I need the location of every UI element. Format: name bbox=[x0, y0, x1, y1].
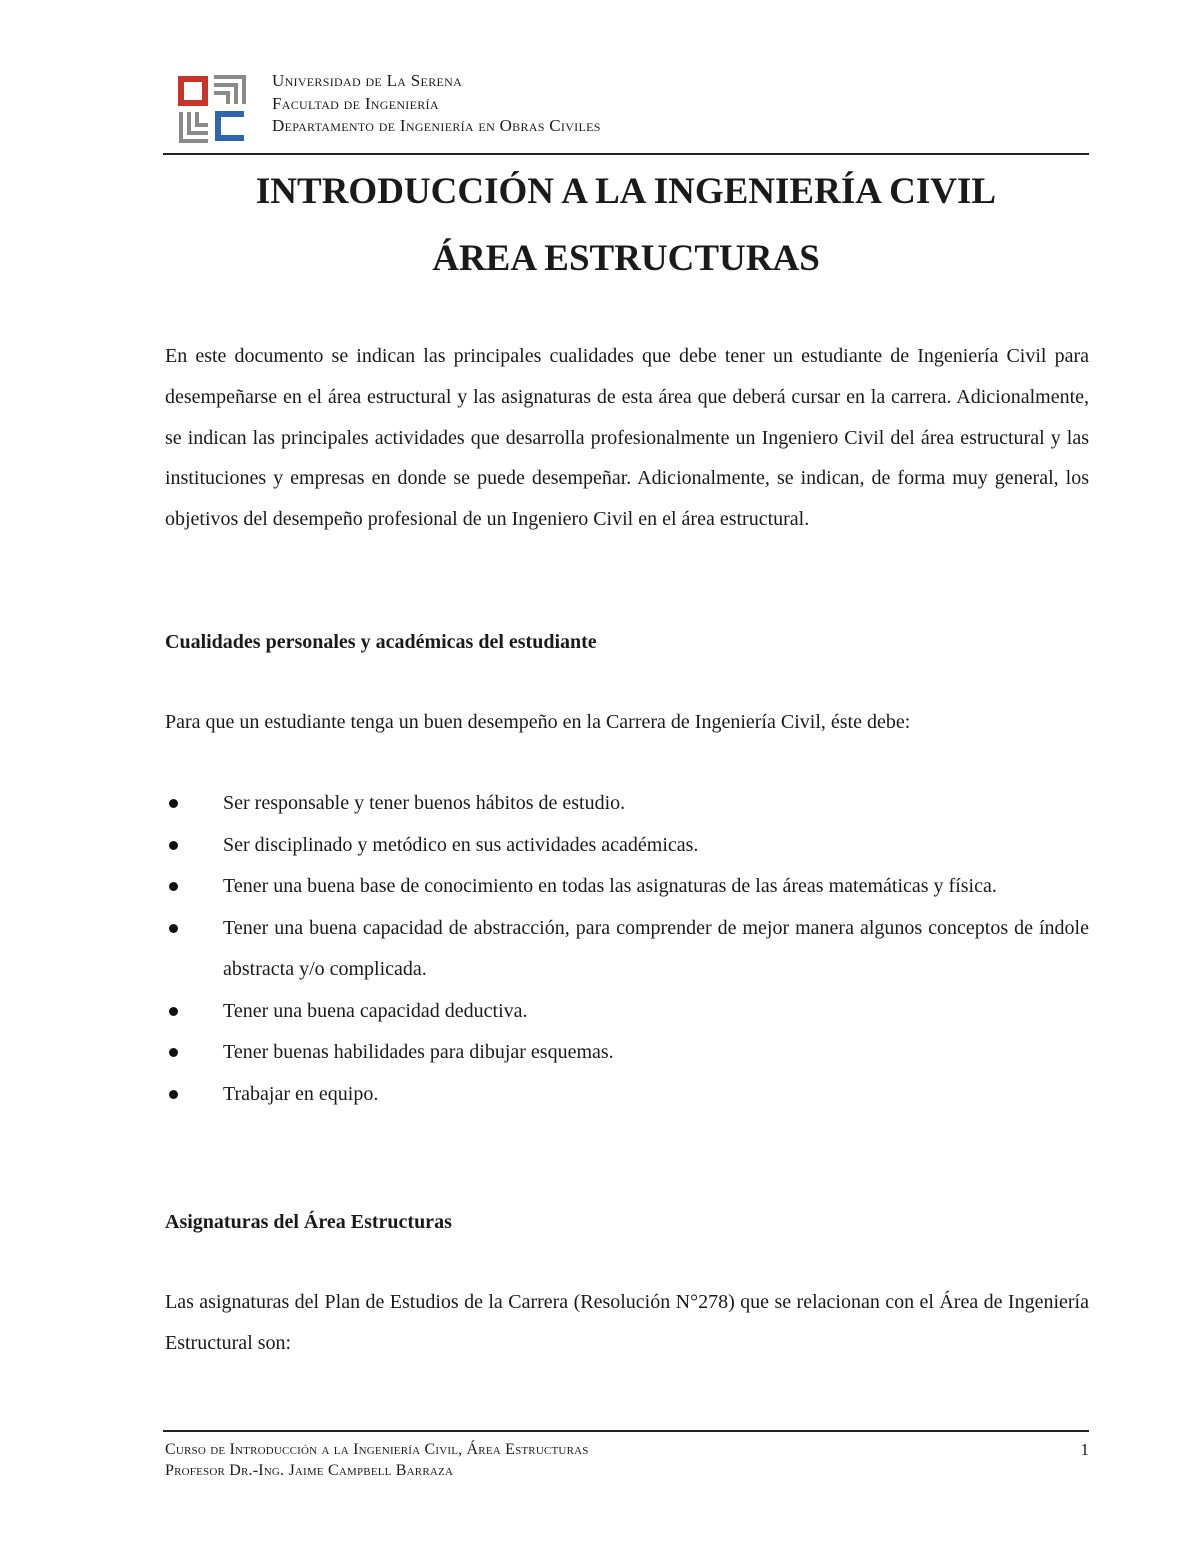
bullet-icon bbox=[169, 882, 178, 891]
list-item: Trabajar en equipo. bbox=[165, 1074, 1089, 1116]
header-rule bbox=[163, 153, 1089, 155]
bullet-icon bbox=[169, 1007, 178, 1016]
page-number: 1 bbox=[1080, 1440, 1089, 1459]
list-item: Tener una buena capacidad deductiva. bbox=[165, 991, 1089, 1033]
section-heading-subjects: Asignaturas del Área Estructuras bbox=[165, 1211, 452, 1233]
qualities-list bbox=[165, 783, 1089, 1115]
logo-gray-lines-bottom bbox=[181, 112, 208, 141]
list-item: Tener buenas habilidades para dibujar esquemas. bbox=[165, 1032, 1089, 1074]
subjects-lead: Las asignaturas del Plan de Estudios de la Carrera (Resolución N°278) que se relacionan con el Área de Ingeniería Estructural son: bbox=[165, 1291, 1089, 1354]
list-item: Tener una buena base de conocimiento en todas las asignaturas de las áreas matemáticas y física. bbox=[165, 866, 1089, 908]
document-subtitle: ÁREA ESTRUCTURAS bbox=[432, 238, 820, 279]
university-name: Universidad de La Serena bbox=[272, 71, 463, 90]
bullet-icon bbox=[169, 1090, 178, 1099]
document-header bbox=[178, 70, 1089, 156]
footer-rule bbox=[163, 1430, 1089, 1432]
logo-blue-bracket bbox=[218, 114, 244, 138]
qualities-lead: Para que un estudiante tenga un buen desempeño en la Carrera de Ingeniería Civil, éste debe: bbox=[165, 711, 911, 733]
bullet-icon bbox=[169, 924, 178, 933]
department-name: Departamento de Ingeniería en Obras Civiles bbox=[272, 116, 601, 135]
list-item: Ser disciplinado y metódico en sus actividades académicas. bbox=[165, 825, 1089, 867]
logo-gray-lines-top bbox=[214, 77, 244, 104]
document-footer bbox=[165, 1439, 589, 1481]
footer-professor: Profesor Dr.-Ing. Jaime Campbell Barraza bbox=[165, 1462, 454, 1479]
list-item: Ser responsable y tener buenos hábitos de estudio. bbox=[165, 783, 1089, 825]
bullet-icon bbox=[169, 841, 178, 850]
logo-red-square bbox=[181, 79, 205, 103]
university-logo bbox=[178, 74, 248, 144]
document-title: INTRODUCCIÓN A LA INGENIERÍA CIVIL bbox=[255, 171, 997, 212]
bullet-icon bbox=[169, 1048, 178, 1057]
section-heading-qualities: Cualidades personales y académicas del estudiante bbox=[165, 631, 597, 653]
intro-paragraph: En este documento se indican las principales cualidades que debe tener un estudiante de Ingeniería Civil para desempeñarse en el área estructural y las asignaturas de esta área que deberá cursar en la carrera. Adicionalmente, se indican las principales actividades que desarrolla profesionalmente un Ingeniero Civil del área estructural y las instituciones y empresas en donde se puede desempeñar. Adicionalmente, se indican, de forma muy general, los objetivos del desempeño profesional de un Ingeniero Civil en el área estructural. bbox=[165, 345, 1089, 531]
footer-course: Curso de Introducción a la Ingeniería Civil, Área Estructuras bbox=[165, 1441, 589, 1458]
faculty-name: Facultad de Ingeniería bbox=[272, 93, 439, 113]
list-item: Tener una buena capacidad de abstracción, para comprender de mejor manera algunos conceptos de índole abstracta y/o complicada. bbox=[165, 908, 1089, 991]
bullet-icon bbox=[169, 799, 178, 808]
institution-block bbox=[272, 70, 601, 138]
